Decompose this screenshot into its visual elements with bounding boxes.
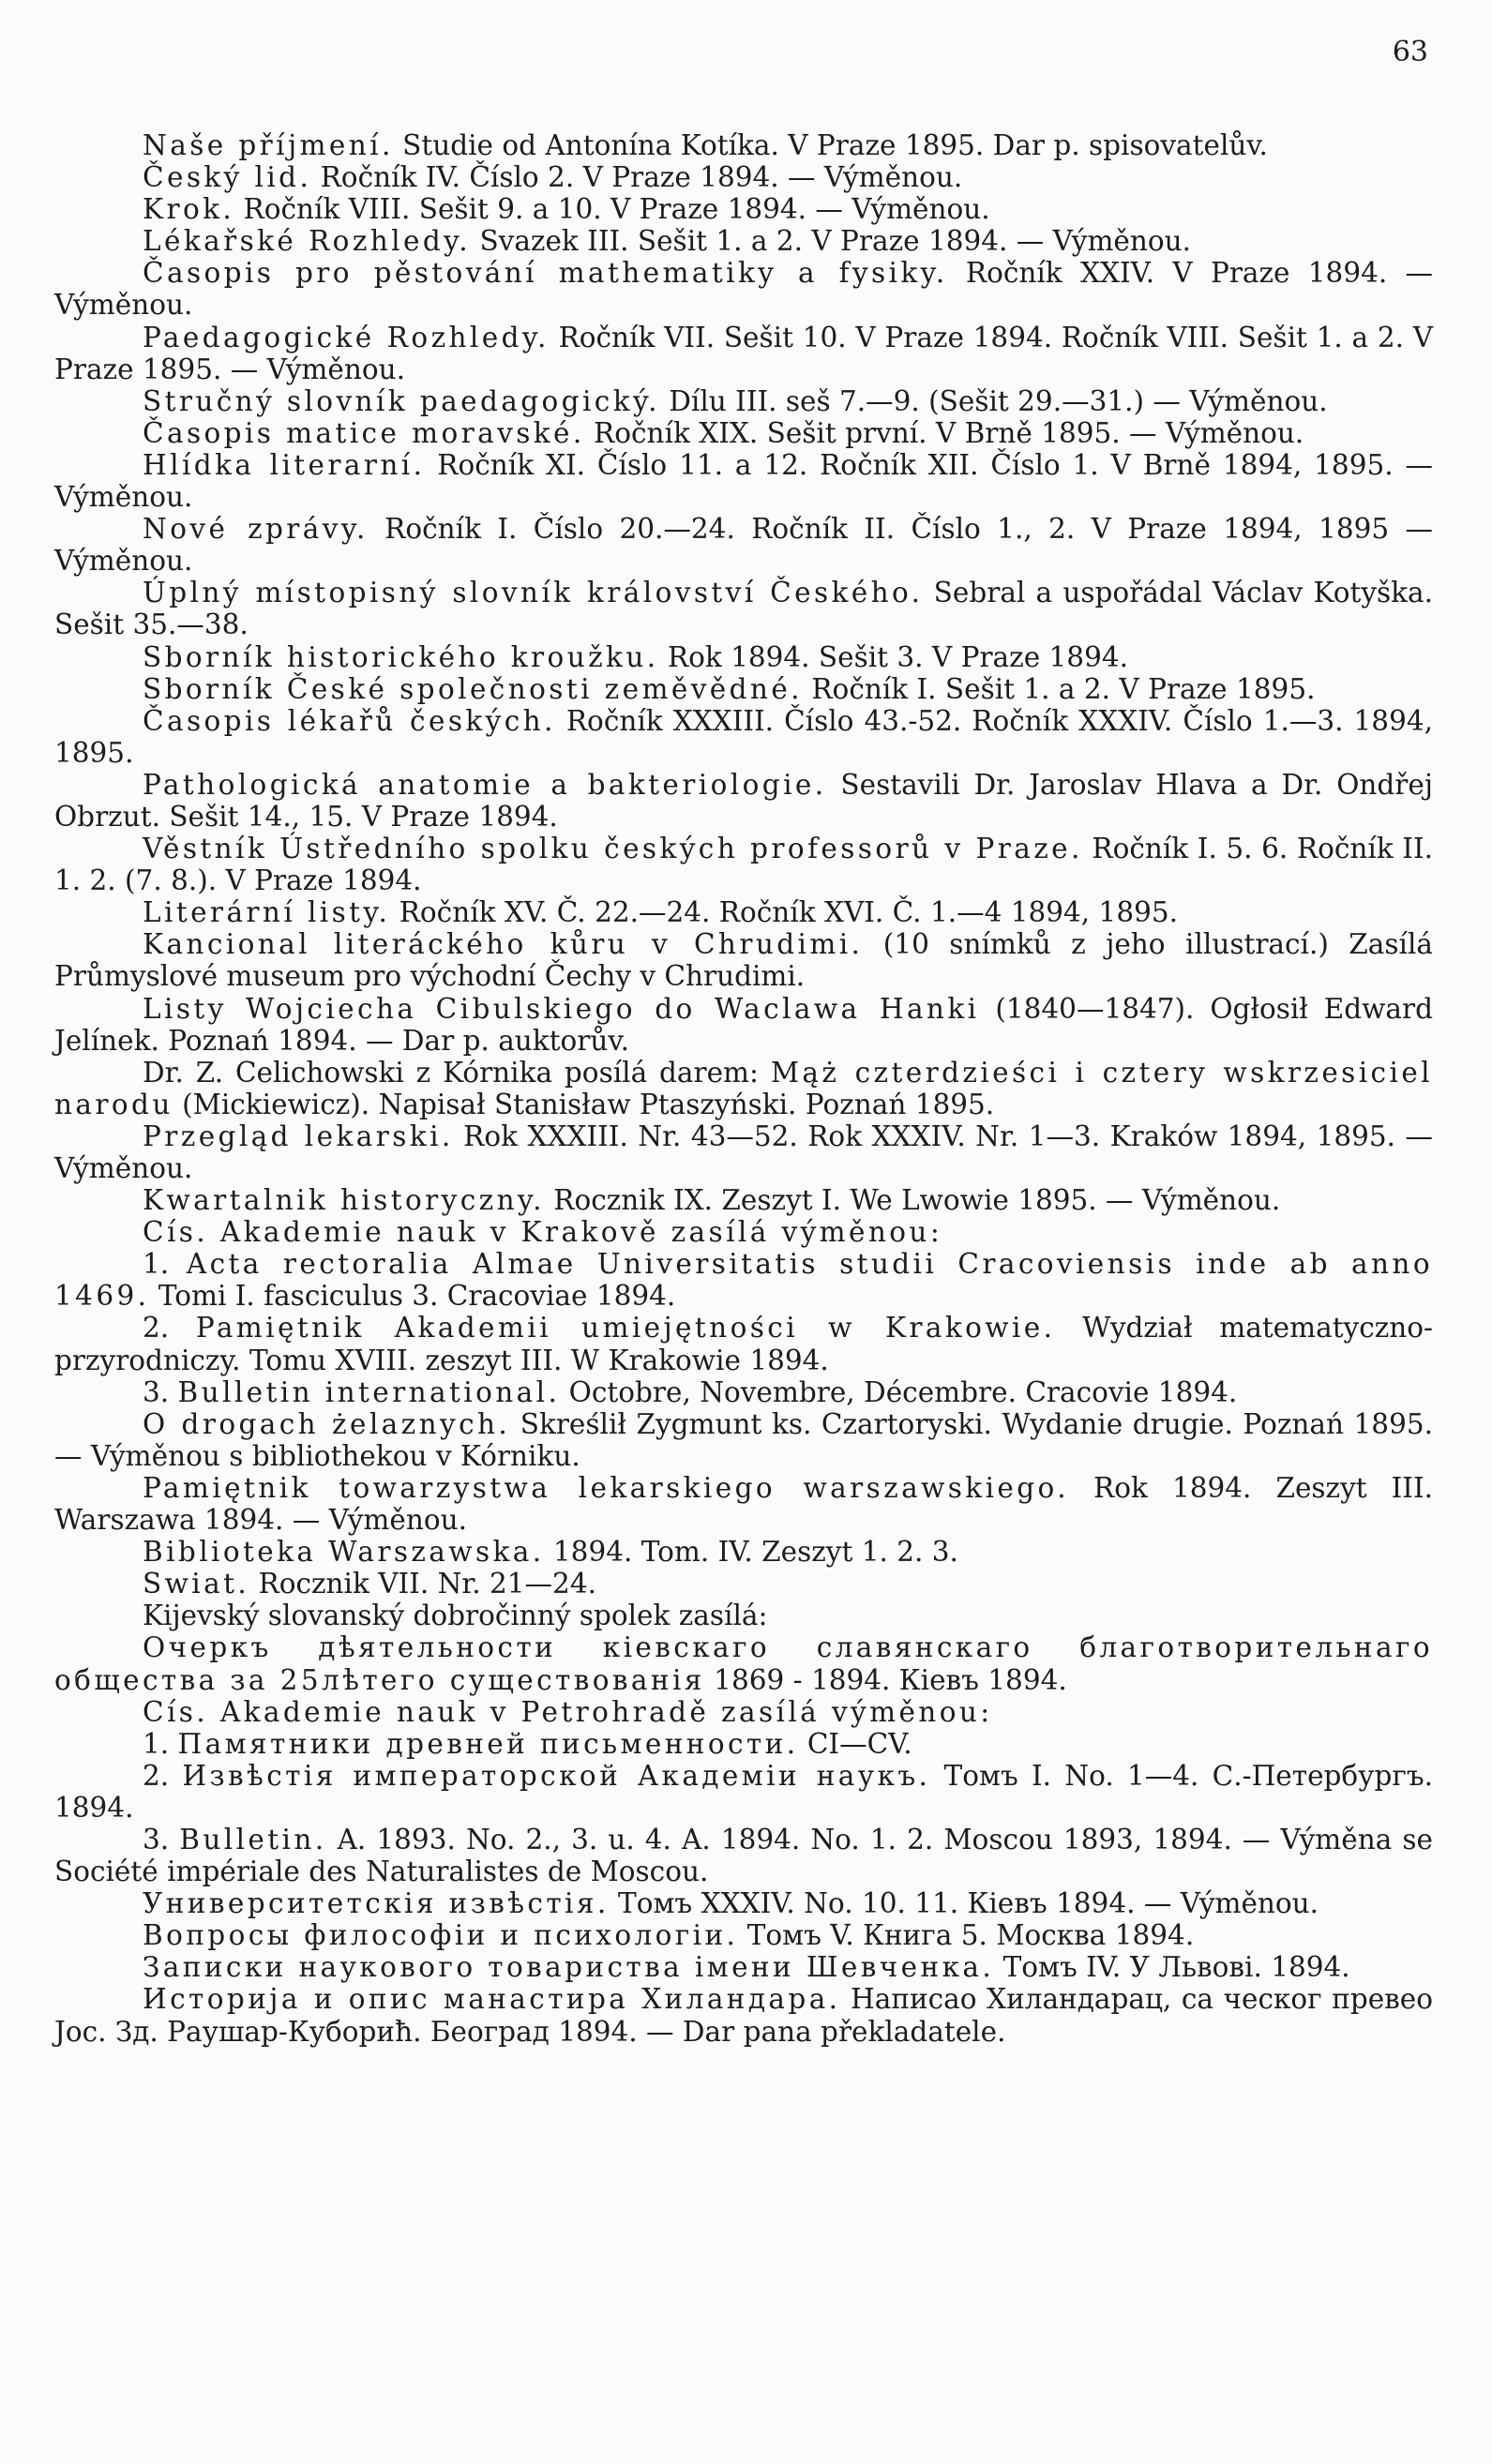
entry-title: Pamiętnik towarzystwa lekarskiego warszawskiego.	[143, 1471, 1069, 1504]
entry-text: Rok 1894. Sešit 3. V Praze 1894.	[658, 640, 1128, 673]
entry-title: Úplný místopisný slovník království Českého.	[143, 577, 924, 609]
entry	[54, 449, 1433, 513]
entry-title: Časopis matice moravské.	[143, 416, 585, 449]
entry	[54, 1472, 1433, 1536]
entry-text: Ročník XXXIII. Číslo 43.-52. Ročník XXXIV. Číslo 1.—3. 1894, 1895.	[54, 704, 1433, 769]
entry-text: Rok XXXIII. Nr. 43—52. Rok XXXIV. Nr. 1—3. Kraków 1894, 1895. — Výměnou.	[54, 1119, 1434, 1184]
entry-text: Ročník I. Sešit 1. a 2. V Praze 1895.	[802, 672, 1316, 705]
entry-title: Вопросы философіи и психологіи.	[143, 1919, 739, 1952]
entry-title: Acta rectoralia Almae Universitatis studii Cracoviensis inde ab anno 1469.	[54, 1248, 1433, 1313]
entry	[54, 322, 1433, 385]
entry-text: 3.	[143, 1823, 180, 1856]
entry-title: Krok.	[143, 193, 235, 226]
entry-title: Историја и опис манастира Хиландара.	[143, 1983, 841, 2016]
entry-text: Studie od Antonína Kotíka. V Praze 1895. Dar p. spisovatelův.	[393, 129, 1268, 161]
entry-title: Paedagogické Rozhledy.	[143, 321, 550, 353]
entry	[54, 1696, 1433, 1728]
entry-title: Sborník České společnosti zeměvědné.	[143, 672, 803, 705]
entry-text: A. 1893. No. 2., 3. u. 4. A. 1894. No. 1. 2. Moscou 1893, 1894. — Výměna se Société impériale des Naturalistes de Moscou.	[54, 1823, 1433, 1888]
entry	[54, 705, 1433, 769]
entry-title: Věstník Ústředního spolku českých professorů v Praze.	[143, 833, 1083, 865]
entry	[54, 769, 1433, 833]
entry-text: Tomi I. fasciculus 3. Cracoviae 1894.	[149, 1280, 676, 1313]
entry	[54, 1951, 1433, 1983]
entry	[54, 1312, 1433, 1375]
entry-title: Naše příjmení.	[143, 129, 394, 161]
entry	[54, 1248, 1433, 1312]
entry	[54, 417, 1433, 449]
entry-text: Томъ IV. У Львові. 1894.	[994, 1951, 1350, 1984]
entry-text: Wydział matematyczno-przyrodniczy. Tomu XVIII. zeszyt III. W Krakowie 1894.	[54, 1312, 1433, 1376]
entry	[54, 1120, 1433, 1184]
entry-title: Biblioteka Warszawska.	[143, 1536, 545, 1569]
entry-text: Ročník XIX. Sešit první. V Brně 1895. — Výměnou.	[584, 416, 1304, 449]
entry-title: Университетскія извѣстія.	[143, 1887, 610, 1920]
entry-text: 2.	[143, 1312, 196, 1345]
entry	[54, 833, 1433, 896]
entry	[54, 1184, 1433, 1216]
entry	[54, 1600, 1433, 1631]
entry	[54, 1760, 1433, 1824]
entry-text: (10 snímků z jeho illustrací.) Zasílá Průmyslové museum pro východní Čechy v Chrudimi.	[54, 928, 1433, 993]
entry-title: Записки наукового товариства імени Шевченка.	[143, 1951, 995, 1984]
entry-text: Kijevský slovanský dobročinný spolek zasílá:	[143, 1600, 768, 1632]
entry-title: Stručný slovník paedagogický.	[143, 384, 660, 417]
entry	[54, 1216, 1433, 1248]
entry-title: Nové zprávy.	[143, 513, 369, 546]
entry-text: Томъ I. No. 1—4. С.-Петербургъ. 1894.	[54, 1759, 1434, 1824]
entry-title: Lékařské Rozhledy.	[143, 225, 472, 258]
entry-title: Hlídka literarní.	[143, 448, 426, 481]
entry-title: Извѣстія императорской Академіи наукъ.	[182, 1759, 931, 1792]
entry-text: (Mickiewicz). Napisał Stanisław Ptaszyński. Poznań 1895.	[173, 1088, 995, 1120]
entry-text: Ročník XV. Č. 22.—24. Ročník XVI. Č. 1.—4 1894, 1895.	[390, 896, 1179, 929]
entry-text: 1.	[143, 1727, 178, 1760]
entry	[54, 1887, 1433, 1919]
entry	[54, 257, 1433, 321]
entry-text: Dílu III. seš 7.—9. (Sešit 29.—31.) — Výměnou.	[659, 384, 1328, 417]
entry-title: Sborník historického kroužku.	[143, 640, 659, 673]
entry-text: Skreślił Zygmunt ks. Czartoryski. Wydanie drugie. Poznań 1895. — Výměnou s bibliothekou v Kórniku.	[54, 1407, 1433, 1472]
entry	[54, 1728, 1433, 1760]
entry	[54, 193, 1433, 225]
entry	[54, 673, 1433, 705]
entry-title: Bulletin.	[179, 1823, 327, 1856]
entry-title: Cís. Akademie nauk v Krakově zasílá výměnou:	[143, 1216, 943, 1249]
entry-title: O drogach żelaznych.	[143, 1407, 511, 1440]
entry-text: Ročník I. Číslo 20.—24. Ročník II. Číslo 1., 2. V Praze 1894, 1895 — Výměnou.	[54, 513, 1434, 578]
entry-title: Časopis pro pěstování mathematiky a fysiky.	[143, 257, 948, 290]
entry-text: Ročník I. 5. 6. Ročník II. 1. 2. (7. 8.). V Praze 1894.	[54, 833, 1433, 897]
entry-title: Swiat.	[143, 1568, 250, 1600]
entry-title: Časopis lékařů českých.	[143, 704, 556, 737]
entry-title: Kancional literáckého kůru v Chrudimi.	[143, 928, 864, 961]
entry-title: Cís. Akademie nauk v Petrohradě zasílá výměnou:	[143, 1695, 993, 1728]
entry-text: 3.	[143, 1375, 178, 1408]
entry-text: Sebral a uspořádal Václav Kotyška. Sešit 35.—38.	[54, 577, 1433, 641]
entry-title: Памятники древней письменности.	[177, 1727, 799, 1760]
entry	[54, 513, 1433, 577]
entry	[54, 1568, 1433, 1600]
entry-title: Bulletin international.	[177, 1375, 561, 1408]
entry-text: 2.	[143, 1759, 183, 1792]
entry	[54, 129, 1433, 161]
entry-text: Sestavili Dr. Jaroslav Hlava a Dr. Ondřej Obrzut. Sešit 14., 15. V Praze 1894.	[54, 768, 1433, 833]
entry-text: Написао Хиландарац, са ческог превео Јос. Зд. Раушар-Кубориħ. Београд 1894. — Dar pana překladatele.	[54, 1983, 1433, 2048]
entry-title: Listy Wojciecha Cibulskiego do Waclawa Hanki	[143, 992, 980, 1025]
entry-title: Pamiętnik Akademii umiejętności w Krakowie.	[195, 1312, 1056, 1345]
entry	[54, 1824, 1433, 1887]
entry-title: Pathologická anatomie a bakteriologie.	[143, 768, 827, 801]
entry	[54, 577, 1433, 640]
entry-text: Ročník XXIV. V Praze 1894. — Výměnou.	[54, 257, 1433, 322]
entry-text: Svazek III. Sešit 1. a 2. V Praze 1894. — Výměnou.	[471, 225, 1192, 258]
entry	[54, 928, 1433, 992]
entry	[54, 385, 1433, 417]
entry-text: 1869 - 1894. Кіевъ 1894.	[704, 1663, 1067, 1696]
entry	[54, 1408, 1433, 1472]
entry	[54, 1536, 1433, 1568]
entry-text: Rok 1894. Zeszyt III. Warszawa 1894. — Výměnou.	[54, 1471, 1433, 1537]
entry-text: CI—CV.	[798, 1727, 912, 1760]
entry-text: 1894. Tom. IV. Zeszyt 1. 2. 3.	[544, 1536, 958, 1569]
entry-title: Český lid.	[143, 161, 312, 194]
entry-title: Literární listy.	[143, 896, 391, 929]
entry-text: Dr. Z. Celichowski z Kórnika posílá darem:	[143, 1056, 771, 1089]
entry-text: Rocznik IX. Zeszyt I. We Lwowie 1895. — Výměnou.	[544, 1184, 1281, 1217]
page-content	[54, 129, 1433, 2048]
entry-text: Ročník VII. Sešit 10. V Praze 1894. Ročník VIII. Sešit 1. a 2. V Praze 1895. — Výměnou.	[54, 321, 1434, 385]
entry-text: Томъ XXXIV. No. 10. 11. Кіевъ 1894. — Výměnou.	[609, 1887, 1319, 1920]
entry-text: Ročník IV. Číslo 2. V Praze 1894. — Výměnou.	[311, 161, 963, 194]
entry-text: Octobre, Novembre, Décembre. Cracovie 1894.	[560, 1375, 1238, 1408]
entry	[54, 1057, 1433, 1120]
entry-text: Rocznik VII. Nr. 21—24.	[249, 1568, 596, 1600]
entry	[54, 641, 1433, 673]
entry-text: Томъ V. Книга 5. Москва 1894.	[738, 1919, 1195, 1952]
entry	[54, 161, 1433, 193]
entry	[54, 896, 1433, 928]
entry	[54, 1919, 1433, 1951]
entry-title: Mąż czterdzieści i cztery wskrzesiciel narodu	[54, 1056, 1434, 1120]
entry-title: Przegląd lekarski.	[143, 1119, 454, 1152]
entry-title: Очеркъ дѣятельности кіевскаго славянскаго благотворительнаго общества за 25лѣтего существованія	[54, 1631, 1433, 1696]
entry-text: 1.	[143, 1248, 187, 1281]
entry-text: Ročník VIII. Sešit 9. a 10. V Praze 1894. — Výměnou.	[234, 193, 990, 226]
entry	[54, 1983, 1433, 2047]
entry-text: (1840—1847). Ogłosił Edward Jelínek. Poznań 1894. — Dar p. auktorův.	[54, 992, 1433, 1057]
entry	[54, 1376, 1433, 1408]
entry	[54, 225, 1433, 257]
entry	[54, 993, 1433, 1057]
entry-title: Kwartalnik historyczny.	[143, 1184, 545, 1217]
entry	[54, 1631, 1433, 1695]
entry-text: Ročník XI. Číslo 11. a 12. Ročník XII. Číslo 1. V Brně 1894, 1895. — Výměnou.	[54, 448, 1433, 514]
page-number: 63	[1392, 36, 1428, 68]
